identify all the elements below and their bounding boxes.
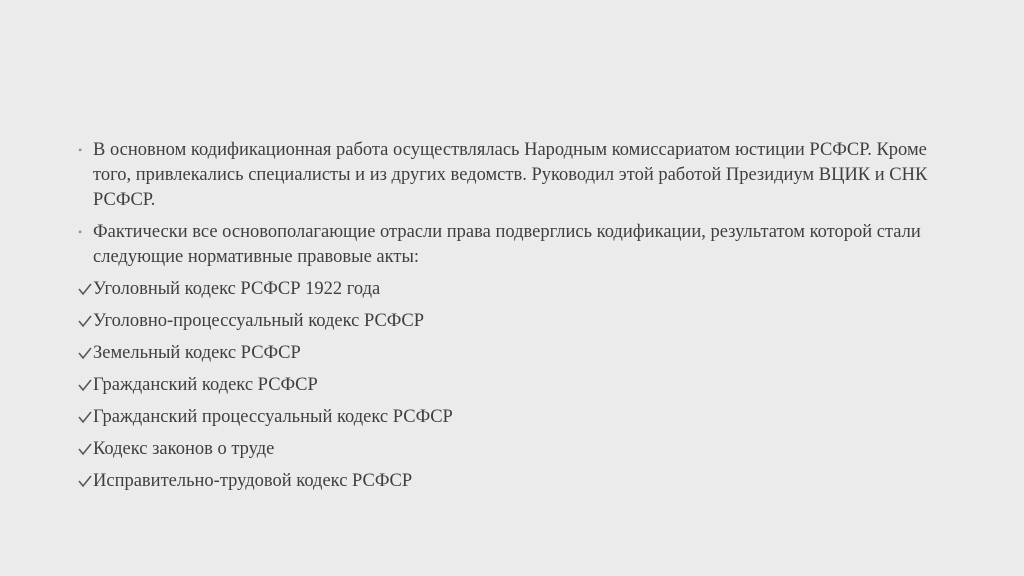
bullet-dot-icon: • bbox=[78, 225, 83, 239]
list-item-text: Уголовный кодекс РСФСР 1922 года bbox=[93, 279, 381, 299]
list-item-corrective-labor-code bbox=[78, 469, 958, 494]
list-item-civil-code bbox=[78, 373, 958, 398]
list-item-text: Кодекс законов о труде bbox=[93, 439, 275, 459]
list-item-civil-procedure-code bbox=[78, 405, 958, 430]
arrow-check-icon bbox=[78, 373, 93, 398]
arrow-check-icon bbox=[78, 309, 93, 334]
bullet-dot-icon: • bbox=[78, 143, 83, 157]
list-item-text: Гражданский кодекс РСФСР bbox=[93, 375, 318, 395]
list-item-text: Исправительно-трудовой кодекс РСФСР bbox=[93, 471, 413, 491]
list-item-criminal-procedure-code bbox=[78, 309, 958, 334]
arrow-check-icon bbox=[78, 437, 93, 462]
arrow-check-icon bbox=[78, 405, 93, 430]
arrow-check-icon bbox=[78, 277, 93, 302]
list-item-land-code bbox=[78, 341, 958, 366]
paragraph-codification-result bbox=[78, 220, 958, 270]
paragraph-codification-work bbox=[78, 138, 958, 213]
list-item-text: Земельный кодекс РСФСР bbox=[93, 343, 301, 363]
list-item-text: Уголовно-процессуальный кодекс РСФСР bbox=[93, 311, 425, 331]
list-item-criminal-code bbox=[78, 277, 958, 302]
arrow-check-icon bbox=[78, 469, 93, 494]
list-item-labor-code bbox=[78, 437, 958, 462]
arrow-check-icon bbox=[78, 341, 93, 366]
paragraph-text: Фактически все основополагающие отрасли права подверглись кодификации, результатом которой стали следующие нормативные правовые акты: bbox=[93, 222, 921, 267]
slide-content bbox=[78, 138, 958, 494]
list-item-text: Гражданский процессуальный кодекс РСФСР bbox=[93, 407, 453, 427]
paragraph-text: В основном кодификационная работа осуществлялась Народным комиссариатом юстиции РСФСР. Кроме того, привлекались специалисты и из других ведомств. Руководил этой работой Президиум ВЦИК и СНК РСФСР. bbox=[93, 140, 928, 210]
codes-list bbox=[78, 277, 958, 494]
